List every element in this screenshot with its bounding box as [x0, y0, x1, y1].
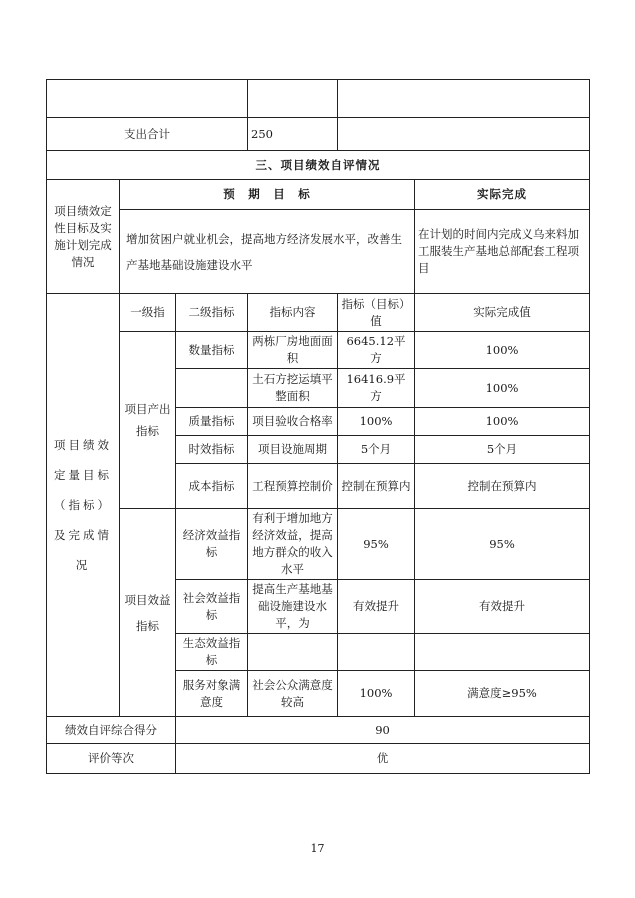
- row-target: 100%: [338, 408, 415, 436]
- empty-cell: [338, 80, 590, 118]
- score-label: 绩效自评综合得分: [47, 717, 176, 744]
- row-content: 提高生产基地基础设施建设水平，为: [248, 580, 338, 634]
- row-target: 有效提升: [338, 580, 415, 634]
- row-target: 100%: [338, 671, 415, 717]
- row-level2: 经济效益指标: [176, 509, 248, 580]
- row-actual: 100%: [415, 369, 590, 408]
- header-target: 指标（目标）值: [338, 294, 415, 332]
- section-title-row: [47, 151, 590, 180]
- row-target: 16416.9平方: [338, 369, 415, 408]
- row-level2: 成本指标: [176, 464, 248, 509]
- header-content: 指标内容: [248, 294, 338, 332]
- row-target: [338, 634, 415, 671]
- qualitative-content-row: [47, 210, 590, 294]
- group-output: 项目产出指标: [120, 332, 176, 509]
- row-level2: 数量指标: [176, 332, 248, 369]
- header-actual: 实际完成值: [415, 294, 590, 332]
- row-level2: 生态效益指标: [176, 634, 248, 671]
- row-actual: 控制在预算内: [415, 464, 590, 509]
- row-actual: [415, 634, 590, 671]
- row-content: [248, 634, 338, 671]
- row-level2: [176, 369, 248, 408]
- row-level2: 服务对象满意度: [176, 671, 248, 717]
- row-target: 控制在预算内: [338, 464, 415, 509]
- row-target: 5个月: [338, 436, 415, 464]
- group-effect: 项目效益指标: [120, 509, 176, 717]
- row-content: 有利于增加地方经济效益，提高地方群众的收入水平: [248, 509, 338, 580]
- performance-table: [46, 79, 590, 774]
- expected-text: 增加贫困户就业机会，提高地方经济发展水平，改善生产基地基础设施建设水平: [120, 210, 415, 294]
- empty-cell: [47, 80, 248, 118]
- budget-empty-row: [47, 80, 590, 118]
- row-actual: 满意度≥95%: [415, 671, 590, 717]
- row-actual: 100%: [415, 408, 590, 436]
- row-actual: 有效提升: [415, 580, 590, 634]
- row-level2: 社会效益指标: [176, 580, 248, 634]
- budget-total-row: [47, 118, 590, 151]
- row-content: 项目验收合格率: [248, 408, 338, 436]
- grade-row: [47, 744, 590, 774]
- actual-text: 在计划的时间内完成义乌来料加工服装生产基地总部配套工程项目: [415, 210, 590, 294]
- row-actual: 5个月: [415, 436, 590, 464]
- header-level1: 一级指: [120, 294, 176, 332]
- row-content: 社会公众满意度较高: [248, 671, 338, 717]
- row-level2: 时效指标: [176, 436, 248, 464]
- budget-total-value: 250: [248, 118, 338, 151]
- row-content: 项目设施周期: [248, 436, 338, 464]
- row-level2: 质量指标: [176, 408, 248, 436]
- grade-label: 评价等次: [47, 744, 176, 774]
- row-target: 95%: [338, 509, 415, 580]
- qualitative-row-label: 项目绩效定性目标及实施计划完成情况: [47, 180, 120, 294]
- qualitative-header-row: [47, 180, 590, 210]
- expected-header: 预 期 目 标: [120, 180, 415, 210]
- row-actual: 95%: [415, 509, 590, 580]
- quantitative-row-label: 项目绩效定量目标（指标）及完成情况: [47, 294, 120, 717]
- row-target: 6645.12平方: [338, 332, 415, 369]
- row-actual: 100%: [415, 332, 590, 369]
- row-content: 工程预算控制价: [248, 464, 338, 509]
- quantitative-header-row: [47, 294, 590, 332]
- section-title: 三、项目绩效自评情况: [47, 151, 590, 180]
- row-content: 两栋厂房地面面积: [248, 332, 338, 369]
- actual-header: 实际完成: [415, 180, 590, 210]
- header-level2: 二级指标: [176, 294, 248, 332]
- grade-value: 优: [176, 744, 590, 774]
- table-row: [47, 509, 590, 580]
- table-row: [47, 332, 590, 369]
- empty-cell: [338, 118, 590, 151]
- page-number: 17: [310, 842, 325, 855]
- row-content: 土石方挖运填平整面积: [248, 369, 338, 408]
- score-row: [47, 717, 590, 744]
- empty-cell: [248, 80, 338, 118]
- score-value: 90: [176, 717, 590, 744]
- budget-total-label: 支出合计: [47, 118, 248, 151]
